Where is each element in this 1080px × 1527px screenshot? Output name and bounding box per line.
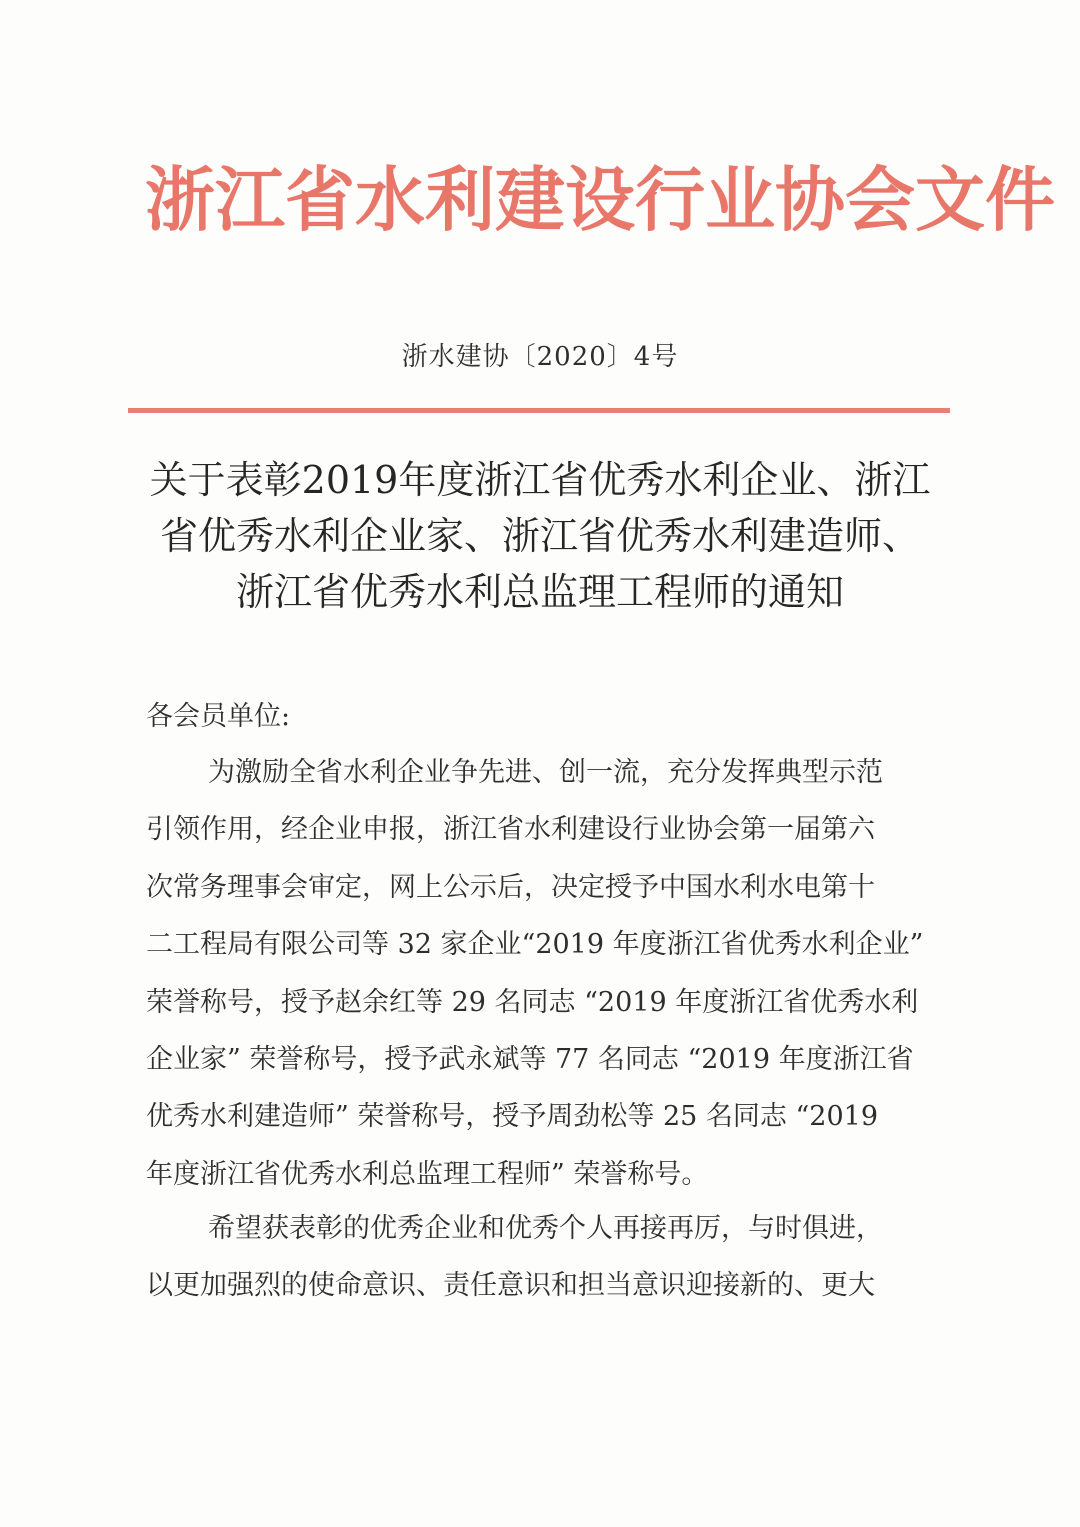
paragraph-line: 优秀水利建造师” 荣誉称号，授予周劲松等 25 名同志 “2019 [146, 1101, 879, 1133]
document-number: 浙水建协〔2020〕4号 [401, 342, 679, 372]
paragraph-line: 为激励全省水利企业争先进、创一流，充分发挥典型示范 [208, 757, 883, 788]
salutation: 各会员单位: [146, 701, 291, 732]
paragraph-1 [146, 753, 956, 1212]
paragraph-line: 以更加强烈的使命意识、责任意识和担当意识迎接新的、更大 [146, 1270, 875, 1302]
paragraph-line: 二工程局有限公司等 32 家企业“2019 年度浙江省优秀水利企业” [146, 929, 924, 961]
paragraph-line: 次常务理事会审定，网上公示后，决定授予中国水利水电第十 [146, 871, 875, 903]
notice-title-line: 省优秀水利企业家、浙江省优秀水利建造师、 [159, 514, 920, 558]
paragraph-2 [146, 1209, 956, 1324]
red-divider-line [128, 408, 950, 413]
notice-title-line: 浙江省优秀水利总监理工程师的通知 [235, 570, 844, 614]
paragraph-line: 荣誉称号，授予赵余红等 29 名同志 “2019 年度浙江省优秀水利 [146, 986, 919, 1018]
paragraph-line: 希望获表彰的优秀企业和优秀个人再接再厉，与时俱进， [208, 1213, 883, 1244]
notice-title [130, 452, 950, 620]
document-header-title: 浙江省水利建设行业协会文件 [145, 158, 1055, 241]
notice-title-line: 关于表彰2019年度浙江省优秀水利企业、浙江 [149, 458, 931, 502]
paragraph-line: 年度浙江省优秀水利总监理工程师” 荣誉称号。 [146, 1158, 709, 1190]
paragraph-line: 企业家” 荣誉称号，授予武永斌等 77 名同志 “2019 年度浙江省 [146, 1043, 914, 1075]
paragraph-line: 引领作用，经企业申报，浙江省水利建设行业协会第一届第六 [146, 814, 875, 846]
